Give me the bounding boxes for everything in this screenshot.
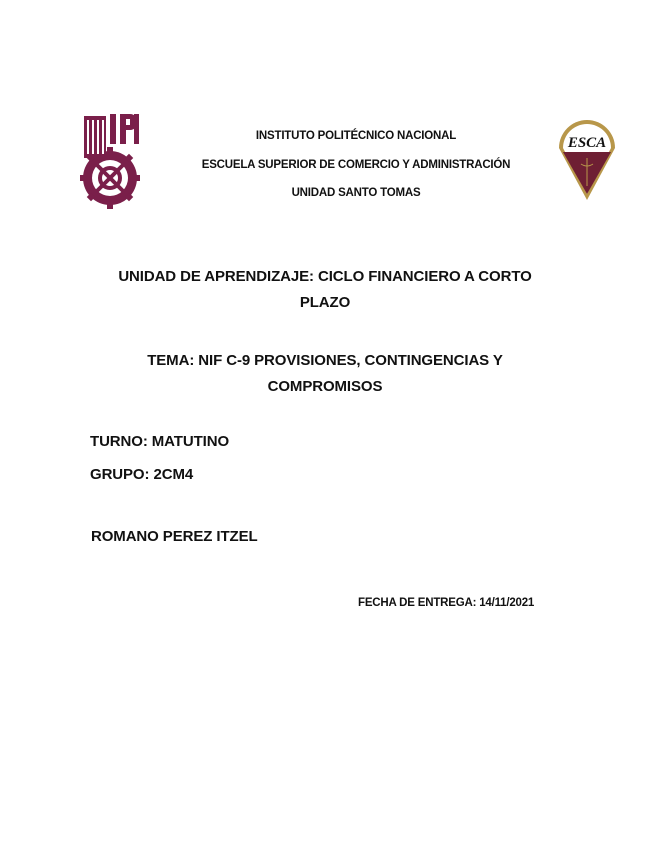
subject-line-2: PLAZO (299, 294, 351, 311)
esca-logo (557, 118, 617, 202)
delivery-date: FECHA DE ENTREGA: 14/11/2021 (358, 597, 535, 609)
student-name: ROMANO PEREZ ITZEL (91, 528, 258, 545)
ipn-emblem-icon (80, 110, 144, 210)
topic-line-1: TEMA: NIF C-9 PROVISIONES, CONTINGENCIAS Y (147, 352, 503, 369)
ipn-logo (80, 110, 144, 210)
campus-name: UNIDAD SANTO TOMAS (291, 187, 421, 199)
subject-line-1: UNIDAD DE APRENDIZAJE: CICLO FINANCIERO A CORTO (118, 268, 532, 285)
group-label: GRUPO: 2CM4 (90, 466, 194, 483)
esca-shield-icon (557, 118, 617, 202)
institution-name: INSTITUTO POLITÉCNICO NACIONAL (255, 130, 457, 142)
topic-line-2: COMPROMISOS (267, 378, 383, 395)
shift-label: TURNO: MATUTINO (90, 433, 230, 450)
svg-text:ESCA: ESCA (567, 135, 607, 151)
school-name: ESCUELA SUPERIOR DE COMERCIO Y ADMINISTRACIÓN (201, 159, 511, 171)
